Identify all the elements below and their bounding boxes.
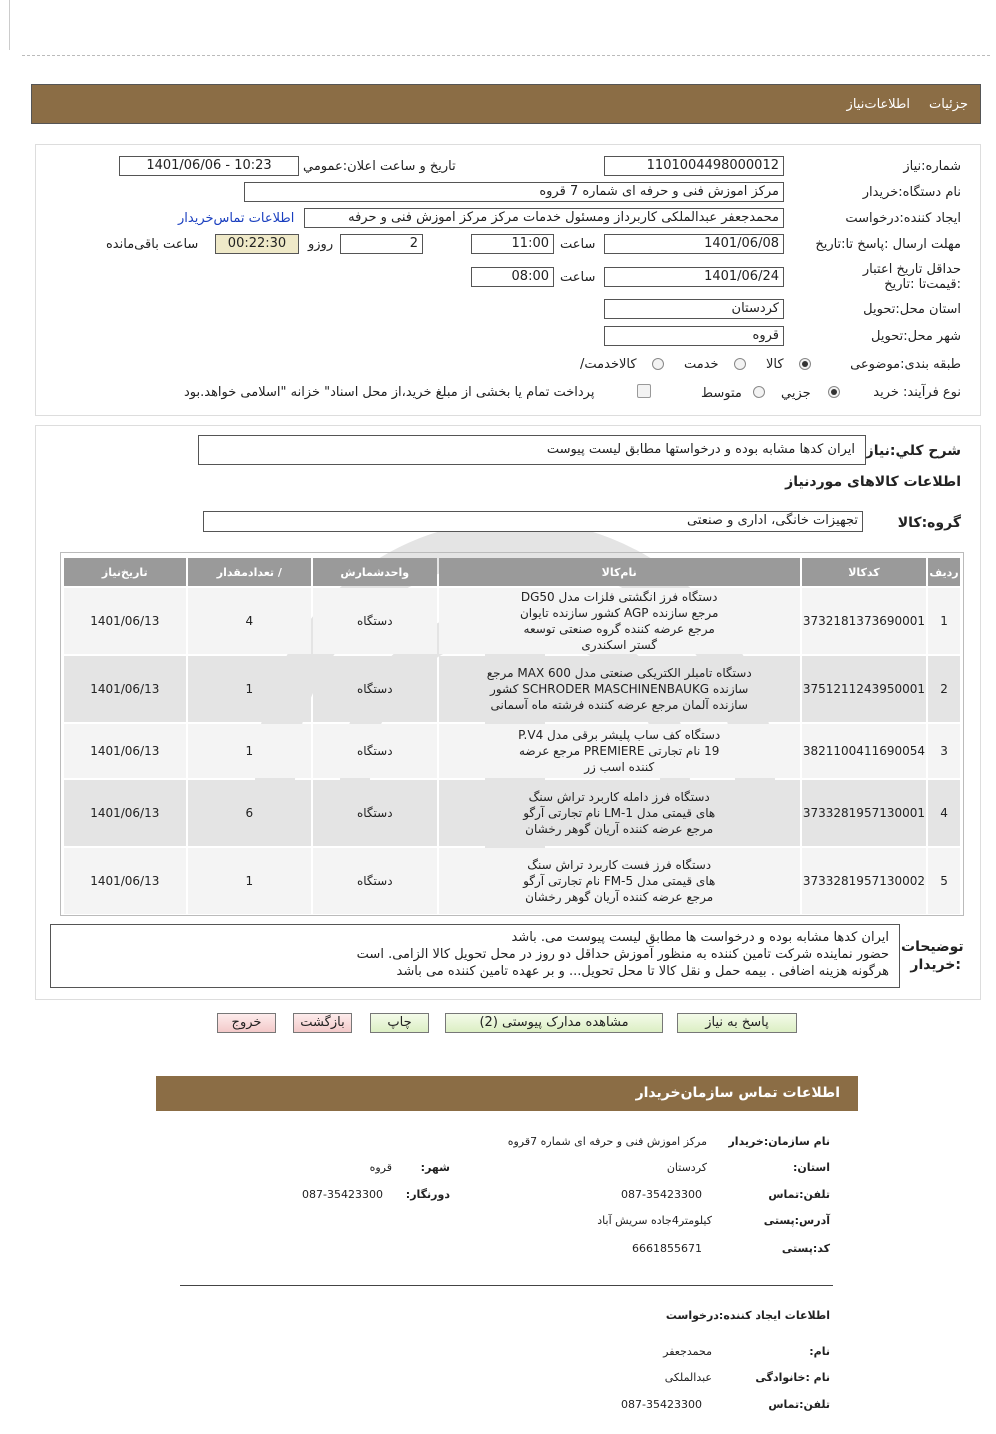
row-code: 3733281957130002 — [802, 848, 926, 914]
category-option-service: خدمت — [684, 357, 719, 372]
col-row: ردیف — [928, 558, 960, 586]
buyer-notes-label: توضیحات :خریدار — [901, 939, 964, 973]
deadline-date-field: 1401/06/08 — [604, 234, 784, 254]
table-row[interactable] — [64, 724, 960, 778]
remaining-label: ساعت باقی‌مانده — [106, 237, 199, 252]
city-field: قروه — [604, 326, 784, 346]
row-unit: دستگاه — [313, 780, 437, 846]
category-radio-both[interactable] — [652, 358, 664, 370]
table-row[interactable] — [64, 656, 960, 722]
tab-need-info[interactable]: اطلاعات‌نیاز — [846, 97, 910, 112]
validity-time-field: 08:00 — [471, 267, 554, 287]
row-qty: 1 — [188, 656, 311, 722]
address-value: کیلومتر4جاده سریش آباد — [597, 1214, 712, 1227]
row-goods-name: دستگاه فرز فست کاربرد تراش سنگ های قیمتی مدل FM-5 نام تجارتی آرگو مرجع عرضه کننده آریان گوهر رخشان — [523, 858, 716, 904]
exit-button[interactable]: خروج — [217, 1013, 276, 1033]
category-radio-service[interactable] — [734, 358, 746, 370]
row-index: 5 — [928, 848, 960, 914]
buyer-contact-header — [156, 1076, 858, 1111]
address-label: آدرس:پستی — [763, 1214, 830, 1227]
validity-date-field: 1401/06/24 — [604, 267, 784, 287]
details-header — [31, 84, 981, 124]
contact-info-link[interactable]: اطلاعات تماس‌خریدار — [178, 211, 295, 226]
postal-label: کد:پستی — [781, 1242, 830, 1255]
row-qty: 4 — [188, 588, 311, 654]
org-label: نام سازمان:خریدار — [728, 1135, 830, 1148]
creator-phone-value: 087-35423300 — [621, 1398, 702, 1411]
validity-label: حداقل تاریخ اعتبار :قیمت‌تا :تاریخ — [862, 262, 961, 292]
goods-group-field: تجهیزات خانگی، اداری و صنعتی — [203, 511, 863, 532]
contact-divider — [180, 1285, 833, 1286]
row-date: 1401/06/13 — [64, 588, 186, 654]
need-number-label: شماره:نیاز — [903, 159, 961, 174]
last-name-label: نام :خانوادگی — [755, 1371, 830, 1384]
items-table — [62, 556, 962, 916]
row-unit: دستگاه — [313, 656, 437, 722]
row-index: 4 — [928, 780, 960, 846]
row-unit: دستگاه — [313, 724, 437, 778]
need-number-field: 1101004498000012 — [604, 156, 784, 176]
top-divider — [22, 55, 990, 56]
deadline-label: مهلت ارسال :پاسخ تا:تاریخ — [815, 237, 961, 252]
row-date: 1401/06/13 — [64, 780, 186, 846]
back-button[interactable]: بازگشت — [293, 1013, 352, 1033]
contact-province-label: :استان — [792, 1161, 830, 1174]
validity-time-label: ساعت — [560, 270, 596, 285]
need-description-field: ایران کدها مشابه بوده و درخواستها مطابق لیست پیوست — [198, 435, 866, 465]
left-edge-line — [9, 0, 10, 50]
buyer-note-line: هرگونه هزینه اضافی . بیمه حمل و نقل کالا تا محل تحویل... و بر عهده تامین کننده می باشد — [396, 964, 889, 979]
contact-phone-label: تلفن:تماس — [768, 1188, 830, 1201]
table-row[interactable] — [64, 780, 960, 846]
row-index: 3 — [928, 724, 960, 778]
buyer-note-line: ایران کدها مشابه بوده و درخواست ها مطابق لیست پیوست می. باشد — [511, 930, 889, 945]
city-label: شهر محل:تحویل — [871, 329, 961, 344]
col-name: نام‌کالا — [439, 558, 800, 586]
col-qty: / تعدادمقدار — [188, 558, 311, 586]
row-goods-name: دستگاه کف ساب پلیشر برقی مدل P.V4 19 نام تجارتی PREMIERE مرجع عرضه کننده اسب زر — [518, 728, 721, 774]
deadline-time-label: ساعت — [560, 237, 596, 252]
contact-city-label: :شهر — [420, 1161, 450, 1174]
process-radio-minor[interactable] — [828, 386, 840, 398]
process-label: نوع فرآیند: خرید — [873, 385, 961, 400]
first-name-label: :نام — [809, 1345, 830, 1358]
row-code: 3821100411690054 — [802, 724, 926, 778]
creator-info-title: اطلاعات ایجاد کننده:درخواست — [665, 1309, 830, 1322]
row-code: 3751211243950001 — [802, 656, 926, 722]
table-row[interactable] — [64, 848, 960, 914]
col-unit: واحدشمارش — [313, 558, 437, 586]
row-date: 1401/06/13 — [64, 848, 186, 914]
announce-label: تاریخ و ساعت اعلان:عمومي — [303, 159, 456, 174]
row-code: 3732181373690001 — [802, 588, 926, 654]
category-radio-goods[interactable] — [799, 358, 811, 370]
row-qty: 6 — [188, 780, 311, 846]
postal-value: 6661855671 — [632, 1242, 702, 1255]
row-goods-name: دستگاه تامبلر الکتریکی صنعتی مدل MAX 600 مرجع سازنده SCHRODER MASCHINENBAUKG کشور سازنده آلمان مرجع عرضه کننده فرشته ماه آسمانی — [486, 666, 752, 712]
province-field: کردستان — [604, 299, 784, 319]
process-option-minor: جزيي — [781, 386, 811, 401]
tab-details[interactable]: جزئیات — [929, 97, 968, 112]
contact-city-value: قروه — [369, 1161, 392, 1174]
buyer-note-line: حضور نماینده شرکت تامین کننده به منظور آموزش حداقل دو روز در محل تحویل کالا الزامی. است — [356, 947, 889, 962]
row-goods-name: دستگاه فرز دامله کاربرد تراش سنگ های قیمتی مدل LM-1 نام تجارتی آرگو مرجع عرضه کننده آریان گوهر رخشان — [523, 790, 716, 836]
creator-field: محمدجعفر عبدالملکی کاربرداز ومسئول خدمات مرکز مرکز اموزش فنی و حرفه — [304, 208, 784, 228]
col-date: تاریخ‌نیاز — [64, 558, 186, 586]
fax-label: :دورنگار — [405, 1188, 450, 1201]
row-code: 3733281957130001 — [802, 780, 926, 846]
goods-info-title: اطلاعات کالاهای موردنیاز — [785, 474, 961, 490]
reply-button[interactable]: پاسخ به نیاز — [677, 1013, 797, 1033]
row-index: 2 — [928, 656, 960, 722]
buyer-label: نام دستگاه:خريدار — [862, 185, 961, 200]
days-field: 2 — [340, 234, 423, 254]
attachments-button[interactable]: مشاهده مدارک پیوستی (2) — [445, 1013, 663, 1033]
print-button[interactable]: چاپ — [370, 1013, 429, 1033]
first-name-value: محمدجعفر — [663, 1345, 712, 1358]
creator-phone-label: تلفن:تماس — [768, 1398, 830, 1411]
table-row[interactable] — [64, 588, 960, 654]
row-index: 1 — [928, 588, 960, 654]
treasury-payment-checkbox[interactable] — [637, 384, 651, 398]
buyer-notes-box — [50, 924, 900, 988]
row-qty: 1 — [188, 724, 311, 778]
creator-label: ایجاد کننده:درخواست — [845, 211, 961, 226]
province-label: استان محل:تحویل — [863, 302, 961, 317]
category-option-both: /کالاخدمت — [580, 357, 637, 372]
category-option-goods: کالا — [766, 357, 784, 372]
process-radio-medium[interactable] — [753, 386, 765, 398]
treasury-payment-note: پرداخت تمام یا بخشی از مبلغ خرید،از محل اسناد" خزانه "اسلامی خواهد.بود — [184, 385, 595, 400]
row-date: 1401/06/13 — [64, 656, 186, 722]
last-name-value: عبدالملکی — [664, 1371, 712, 1384]
fax-value: 087-35423300 — [302, 1188, 383, 1201]
row-qty: 1 — [188, 848, 311, 914]
col-code: کدکالا — [802, 558, 926, 586]
org-value: مرکز اموزش فنی و حرفه ای شماره 7قروه — [507, 1135, 707, 1148]
days-label: روزو — [308, 237, 334, 252]
need-description-label: شرح کلي:نياز — [865, 443, 961, 459]
goods-group-label: گروه:کالا — [897, 515, 961, 531]
buyer-field: مرکز اموزش فنی و حرفه ای شماره 7 قروه — [244, 182, 784, 202]
deadline-time-field: 11:00 — [471, 234, 554, 254]
row-unit: دستگاه — [313, 848, 437, 914]
contact-phone-value: 087-35423300 — [621, 1188, 702, 1201]
row-unit: دستگاه — [313, 588, 437, 654]
remaining-time-field: 00:22:30 — [215, 234, 299, 254]
buyer-contact-title: اطلاعات تماس سازمان‌خریدار — [635, 1085, 840, 1101]
category-label: طبقه بندی:موضوعی — [850, 357, 961, 372]
contact-province-value: کردستان — [666, 1161, 707, 1174]
row-goods-name: دستگاه فرز انگشتی فلزات مدل DG50 مرجع سازنده AGP کشور سازنده تایوان مرجع عرضه کننده گروه صنعتی توسعه گستر اسکندری — [519, 590, 719, 652]
row-date: 1401/06/13 — [64, 724, 186, 778]
process-option-medium: متوسط — [701, 386, 742, 401]
announce-field: 1401/06/06 - 10:23 — [119, 156, 299, 176]
